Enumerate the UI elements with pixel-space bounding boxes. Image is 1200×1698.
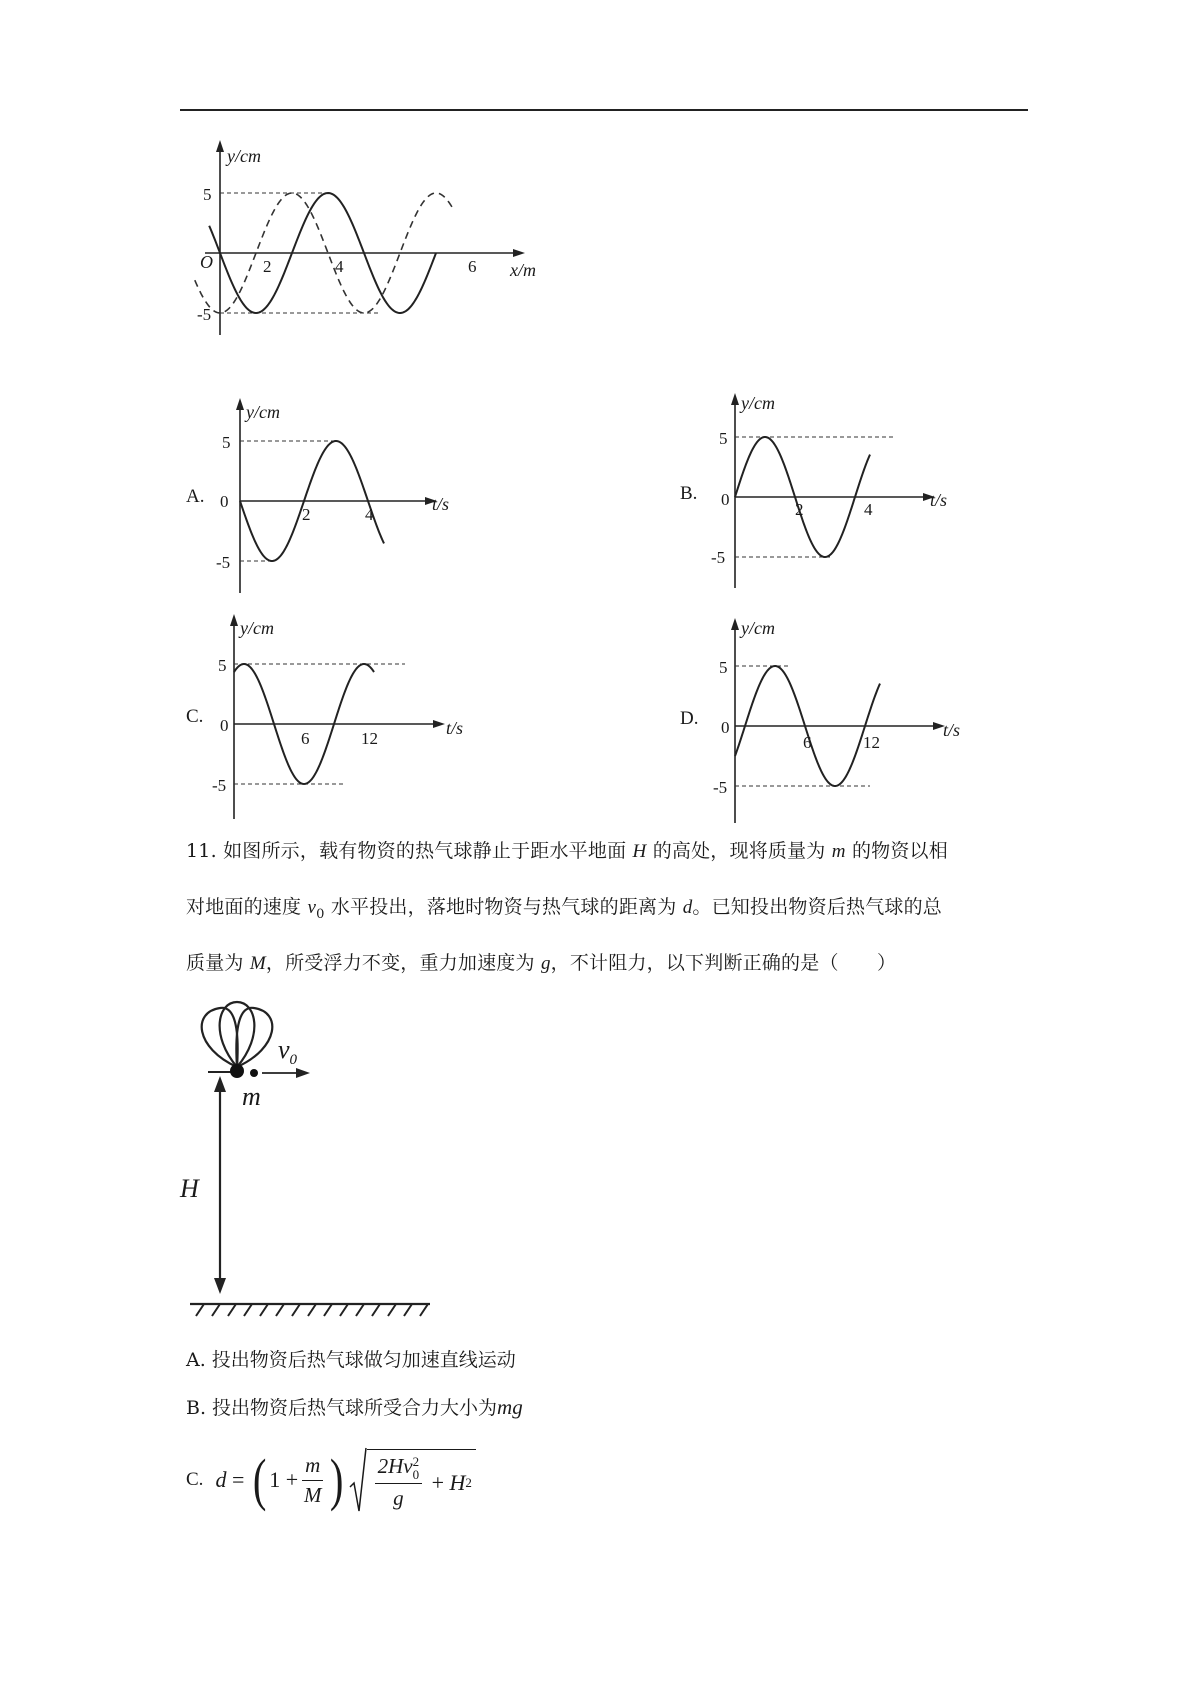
choice-a: A. 投出物资后热气球做匀加速直线运动	[186, 1349, 516, 1371]
option-c-graph	[210, 614, 470, 824]
option-a-ytick-minus5: -5	[216, 553, 231, 572]
x-tick-4: 4	[335, 257, 344, 276]
option-b-graph	[705, 393, 965, 593]
option-c-xtick-12: 12	[361, 729, 378, 748]
sqrt-sign	[349, 1447, 367, 1513]
v0-label: $v_0$	[278, 1035, 298, 1068]
option-c-origin: 0	[220, 716, 229, 735]
option-a-xtick-4: 4	[365, 505, 374, 524]
header-rule	[180, 109, 1028, 111]
option-b-xlabel: t/s	[930, 490, 948, 510]
x-axis-label: x/m	[510, 260, 536, 280]
option-c-letter: C.	[186, 706, 204, 727]
x-tick-6: 6	[468, 257, 477, 276]
height-arrow-up	[214, 1076, 226, 1092]
height-arrow-down	[214, 1278, 226, 1294]
choice-c-formula: C. d = ( 1 + $\frac{m}{M}$ ) 2Hv 2 0 g + H 2	[186, 1445, 476, 1515]
option-c-ytick-minus5: -5	[212, 776, 227, 795]
option-a-ylabel: y/cm	[246, 402, 280, 422]
x-arrow	[513, 249, 525, 257]
H-label: H	[180, 1174, 199, 1203]
balloon-diagram	[180, 1000, 450, 1310]
origin-label: O	[200, 252, 213, 272]
option-b-letter: B.	[680, 483, 698, 504]
option-a-letter: A.	[186, 486, 205, 507]
y-tick-minus5: -5	[197, 305, 212, 324]
option-c-ytick-5: 5	[218, 656, 227, 675]
option-a-xlabel: t/s	[432, 494, 450, 514]
ground-hatch	[196, 1304, 428, 1316]
option-a-ytick-5: 5	[222, 433, 231, 452]
option-b-xtick-2: 2	[795, 500, 804, 519]
question-11-line-1: 11. 如图所示，载有物资的热气球静止于距水平地面 H 的高处，现将质量为 m 的物资以相	[186, 840, 948, 862]
option-b-ylabel: y/cm	[741, 393, 775, 413]
option-b-xtick-4: 4	[864, 500, 873, 519]
option-d-ytick-5: 5	[719, 658, 728, 677]
wave-graph-top	[185, 140, 545, 340]
option-d-ytick-minus5: -5	[713, 778, 728, 797]
option-c-xtick-6: 6	[301, 729, 310, 748]
option-c-xlabel: t/s	[446, 718, 464, 738]
option-a-xtick-2: 2	[302, 505, 311, 524]
option-d-letter: D.	[680, 708, 699, 729]
y-tick-5: 5	[203, 185, 212, 204]
y-axis-label: y/cm	[227, 146, 261, 166]
y-arrow	[216, 140, 224, 152]
m-label: m	[242, 1082, 261, 1111]
x-tick-2: 2	[263, 257, 272, 276]
question-11-line-2: 对地面的速度 $v_0$ 水平投出，落地时物资与热气球的距离为 d。已知投出物资后热气球的总	[186, 896, 942, 922]
balloon-envelope	[202, 1002, 273, 1067]
option-b-ytick-minus5: -5	[711, 548, 726, 567]
option-d-ylabel: y/cm	[741, 618, 775, 638]
option-b-origin: 0	[721, 490, 730, 509]
question-11-line-3: 质量为 M，所受浮力不变，重力加速度为 g，不计阻力，以下判断正确的是（ ）	[186, 952, 897, 974]
option-d-origin: 0	[721, 718, 730, 737]
option-d-xlabel: t/s	[943, 720, 961, 740]
option-d-xtick-6: 6	[803, 733, 812, 752]
option-c-ylabel: y/cm	[240, 618, 274, 638]
option-d-graph	[705, 618, 965, 828]
option-a-origin: 0	[220, 492, 229, 511]
option-a-graph	[210, 398, 470, 598]
option-d-xtick-12: 12	[863, 733, 880, 752]
cargo-m	[250, 1069, 258, 1077]
choice-b: B. 投出物资后热气球所受合力大小为mg	[186, 1395, 523, 1419]
basket	[230, 1064, 244, 1078]
option-b-ytick-5: 5	[719, 429, 728, 448]
v0-arrowhead	[296, 1068, 310, 1078]
